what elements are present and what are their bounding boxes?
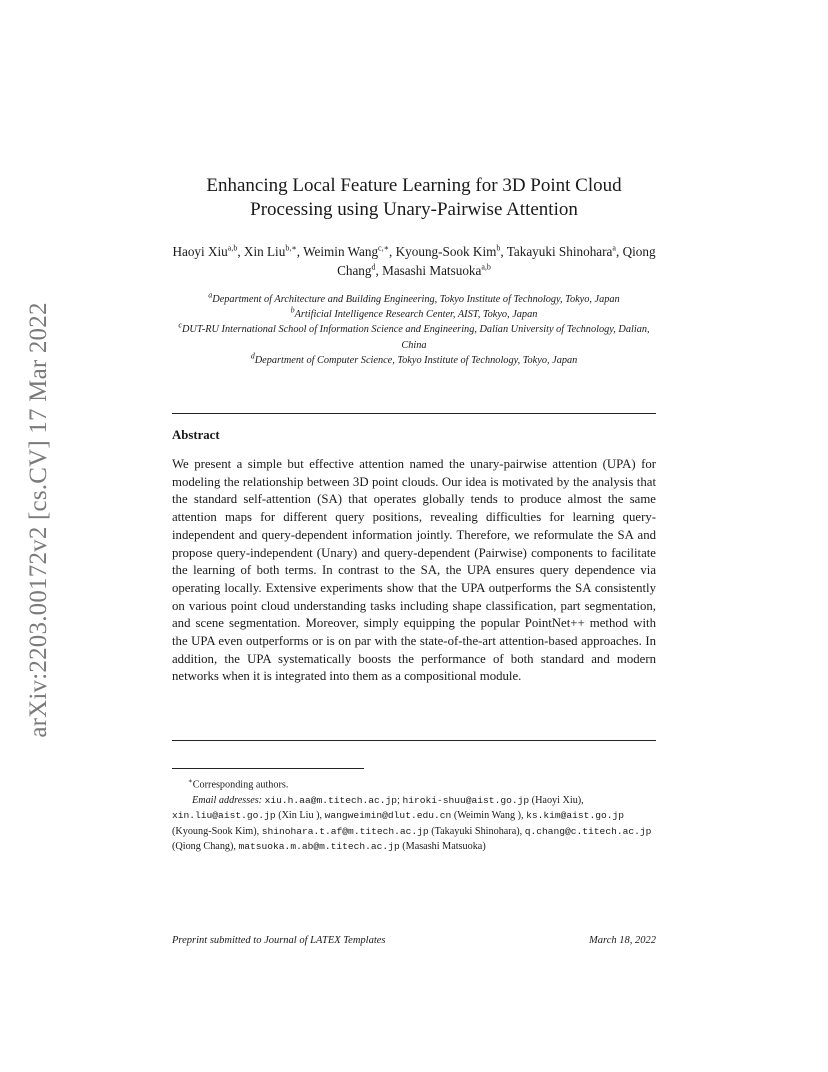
email-address[interactable]: matsuoka.m.ab@m.titech.ac.jp bbox=[238, 841, 400, 853]
author bbox=[382, 263, 491, 278]
email-footnote bbox=[172, 793, 656, 855]
email-address[interactable]: xin.liu@aist.go.jp bbox=[172, 810, 276, 822]
affiliation bbox=[172, 322, 656, 352]
author-separator: , bbox=[237, 244, 244, 259]
author-name: Weimin Wang bbox=[303, 244, 379, 259]
author-name: Kyoung-Sook Kim bbox=[395, 244, 497, 259]
affiliation-mark: c bbox=[178, 320, 182, 330]
email-owner: (Haoyi Xiu), bbox=[531, 794, 584, 806]
author-name: Masashi Matsuoka bbox=[382, 263, 482, 278]
email-owner: (Masashi Matsuoka) bbox=[402, 841, 486, 853]
abstract-heading: Abstract bbox=[172, 428, 220, 442]
paper-title-line-2: Processing using Unary-Pairwise Attention bbox=[250, 199, 578, 220]
affiliation-mark: d bbox=[250, 351, 255, 361]
author bbox=[507, 244, 623, 259]
email-owner: (Xin Liu ), bbox=[278, 810, 323, 822]
paper-title bbox=[172, 174, 656, 222]
affiliation-text: Department of Computer Science, Tokyo Institute of Technology, Tokyo, Japan bbox=[254, 354, 578, 366]
footnote-rule bbox=[172, 768, 364, 769]
author-affiliation-mark: a bbox=[612, 243, 616, 253]
affiliation bbox=[172, 292, 656, 307]
email-address[interactable]: ks.kim@aist.go.jp bbox=[526, 810, 624, 822]
affiliation-mark: b bbox=[290, 305, 295, 315]
email-label: Email addresses: bbox=[192, 794, 263, 806]
author-separator: , bbox=[500, 244, 507, 259]
author-separator: , bbox=[375, 263, 383, 278]
author-name: Xin Liu bbox=[243, 244, 286, 259]
author bbox=[172, 244, 243, 259]
corresponding-text: Corresponding authors. bbox=[192, 779, 289, 791]
author-separator: , bbox=[296, 244, 304, 259]
affiliation-list bbox=[172, 292, 656, 368]
affiliation-text: DUT-RU International School of Information Science and Engineering, Dalian University of Technology, Dalian, China bbox=[181, 324, 650, 351]
email-owner: ; bbox=[397, 794, 400, 806]
arxiv-identifier: arXiv:2203.00172v2 [cs.CV] 17 Mar 2022 bbox=[25, 302, 52, 738]
paper-title-line-1: Enhancing Local Feature Learning for 3D Point Cloud bbox=[206, 175, 622, 196]
footnote-mark: ∗ bbox=[188, 777, 193, 785]
abstract-bottom-rule bbox=[172, 740, 656, 741]
affiliation bbox=[172, 307, 656, 322]
author-name: Takayuki Shinohara bbox=[506, 244, 613, 259]
email-owner: (Weimin Wang ), bbox=[453, 810, 524, 822]
author-affiliation-mark: c,∗ bbox=[378, 243, 390, 253]
author-list bbox=[172, 242, 656, 280]
footer-date: March 18, 2022 bbox=[589, 935, 656, 946]
author bbox=[244, 244, 303, 259]
email-address[interactable]: q.chang@c.titech.ac.jp bbox=[524, 825, 652, 837]
corresponding-footnote bbox=[172, 774, 656, 793]
email-address[interactable]: hiroki-shuu@aist.go.jp bbox=[402, 794, 530, 806]
author-separator: , bbox=[615, 244, 623, 259]
author-affiliation-mark: a,b bbox=[481, 262, 491, 272]
email-address[interactable]: wangweimin@dlut.edu.cn bbox=[324, 810, 452, 822]
affiliation-text: Artificial Intelligence Research Center, AIST, Tokyo, Japan bbox=[294, 309, 538, 321]
footer-journal: Preprint submitted to Journal of LATEX Templates bbox=[172, 935, 386, 946]
page-footer bbox=[172, 935, 656, 946]
abstract-body: We present a simple but effective attention named the unary-pairwise attention (UPA) for modeling the relationship between 3D point clouds. Our idea is motivated by the analysis that the standard self-attention (SA) that operates globally tends to produce almost the same attention maps for different query positions, revealing difficulties for learning query-independent and query-dependent information jointly. Therefore, we reformulate the SA and propose query-independent (Unary) and query-dependent (Pairwise) components to facilitate the learning of both terms. In contrast to the SA, the UPA ensures query dependence via operating locally. Extensive experiments show that the UPA outperforms the SA consistently on various point cloud understanding tasks including shape classification, part segmentation, and scene segmentation. Moreover, simply equipping the popular PointNet++ method with the UPA even outperforms or is on par with the state-of-the-art attention-based approaches. In addition, the UPA systematically boosts the performance of both standard and modern networks when it is integrated into them as a compositional module. bbox=[172, 457, 656, 684]
footnotes bbox=[172, 774, 656, 854]
email-address[interactable]: xiu.h.aa@m.titech.ac.jp bbox=[264, 794, 398, 806]
author-name: Haoyi Xiu bbox=[172, 244, 228, 259]
author-name: Qiong Chang bbox=[337, 244, 656, 278]
affiliation bbox=[172, 353, 656, 368]
author-affiliation-mark: a,b bbox=[227, 243, 238, 253]
author-separator: , bbox=[389, 244, 396, 259]
author bbox=[303, 244, 396, 259]
email-address[interactable]: shinohara.t.af@m.titech.ac.jp bbox=[261, 825, 429, 837]
author-affiliation-mark: b bbox=[496, 243, 501, 253]
email-owner: (Takayuki Shinohara), bbox=[431, 825, 523, 837]
affiliation-text: Department of Architecture and Building Engineering, Tokyo Institute of Technology, Tokyo, Japan bbox=[212, 294, 620, 305]
author-affiliation-mark: b,∗ bbox=[285, 243, 297, 253]
affiliation-mark: a bbox=[208, 290, 213, 300]
abstract-top-rule bbox=[172, 413, 656, 414]
author bbox=[396, 244, 507, 259]
email-owner: (Qiong Chang), bbox=[172, 841, 236, 853]
author-affiliation-mark: d bbox=[371, 262, 376, 272]
email-owner: (Kyoung-Sook Kim), bbox=[172, 825, 260, 837]
